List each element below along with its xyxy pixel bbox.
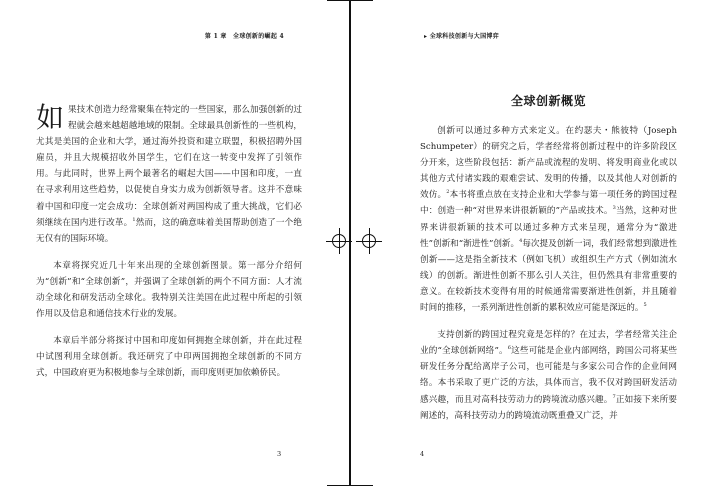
footnote-marker[interactable]: 1 xyxy=(132,216,136,223)
left-paragraph-3: 本章后半部分将探讨中国和印度如何拥抱全球创新，并在此过程中试图利用全球创新。我还研究了中印两国拥抱全球创新的不同方式，中国政府更为积极地参与全球创新，而印度则更加依赖侨民。 xyxy=(36,336,302,379)
right-paragraph-2-c: 正如接下来所要阐述的，高科技劳动力的跨境流动既重叠又广泛，并 xyxy=(420,394,677,421)
footnote-marker[interactable]: 5 xyxy=(643,302,647,309)
right-paragraph-2-text: 支持创新的跨国过程究竟是怎样的？在过去，学者经常关注企业的“全球创新网络”。 xyxy=(420,330,677,357)
right-paragraph-2-b: 这些可能是企业内部网络，跨国公司将某些研发任务分配给离岸子公司，也可能是与多家公司合作的企业间网络。本书采取了更广泛的方法，具体而言，我不仅对跨国研发活动感兴趣，而且对高科技劳动力的跨境流动感兴趣。 xyxy=(420,346,677,405)
left-paragraph-1 xyxy=(36,102,302,247)
footnote-marker[interactable]: 3 xyxy=(612,205,616,212)
drop-cap: 如 xyxy=(36,101,65,134)
right-paragraph-1-text: 创新可以通过多种方式来定义。在约瑟夫・熊彼特（Joseph Schumpeter）的研究之后，学者经常将创新过程中的许多阶段区分开来，这些阶段包括：新产品或流程的发明、将发明商业化或以其他方式付诸实践的艰难尝试、发明的传播，以及其他人对创新的效仿。 xyxy=(420,126,677,201)
right-paragraph-1-b: 本书将重点放在支持企业和大学参与第一项任务的跨国过程中：创造一种“对世界来讲很新颖的”产品或技术。 xyxy=(420,190,677,217)
section-title: 全球创新概览 xyxy=(510,94,586,108)
right-page xyxy=(352,0,720,486)
left-body-text xyxy=(36,102,302,393)
footnote-marker[interactable]: 2 xyxy=(446,189,450,196)
left-running-head: 第 1 章 全球创新的崛起 4 xyxy=(204,33,284,40)
left-paragraph-1-tail: 然而，这的确意味着美国帮助创造了一个绝无仅有的国际环境。 xyxy=(36,217,302,244)
right-running-head: ▸ 全球科技创新与大国博弈 xyxy=(424,33,500,40)
left-page xyxy=(0,0,350,486)
footnote-marker[interactable]: 7 xyxy=(612,393,616,400)
footnote-marker[interactable]: 6 xyxy=(507,345,511,352)
right-paragraph-2 xyxy=(420,327,677,424)
right-paragraph-1-d: 每次提及创新一词，我们经常想到激进性创新——这是指全新技术（例如飞机）或组织生产方式（例如流水线）的创新。渐进性创新不那么引人关注，但仍然具有非常重要的意义。在较新技术变得有用的时候通常需要渐进性创新，并且随着时间的推移，一系列渐进性创新的累积效应可能是深远的。 xyxy=(420,238,678,314)
right-body-text xyxy=(420,123,677,435)
right-paragraph-1-c: 当然，这种对世界来讲很新颖的技术可以通过多种方式来呈现，通常分为“激进性”创新和“渐进性”创新。 xyxy=(420,206,677,249)
footnote-marker[interactable]: 4 xyxy=(519,237,523,244)
right-page-number: 4 xyxy=(420,450,425,458)
left-paragraph-2: 本章将探究近几十年来出现的全球创新图景。第一部分介绍何为“创新”和“全球创新”，并强调了全球创新的两个不同方面：人才流动全球化和研发活动全球化。我特别关注美国在此过程中所起的引领作用以及信息和通信技术行业的发展。 xyxy=(36,260,302,320)
left-paragraph-1-text: 果技术创造力经常聚集在特定的一些国家，那么加强创新的过程就会越来越超越地域的限制。全球最具创新性的一些机构，尤其是美国的企业和大学，通过海外投资和建立联盟，积极招聘外国雇员，并且大规模招收外国学生，它们在这一转变中发挥了引领作用。与此同时，世界上两个最著名的崛起大国——中国和印度，一直在寻求利用这些趋势，以促使自身实力成为创新领导者。这并不意味着中国和印度一定会成功：全球创新对两国构成了重大挑战，它们必须继续在国内进行改革。 xyxy=(36,105,302,228)
left-page-number: 3 xyxy=(277,450,282,458)
right-paragraph-1 xyxy=(420,123,677,316)
